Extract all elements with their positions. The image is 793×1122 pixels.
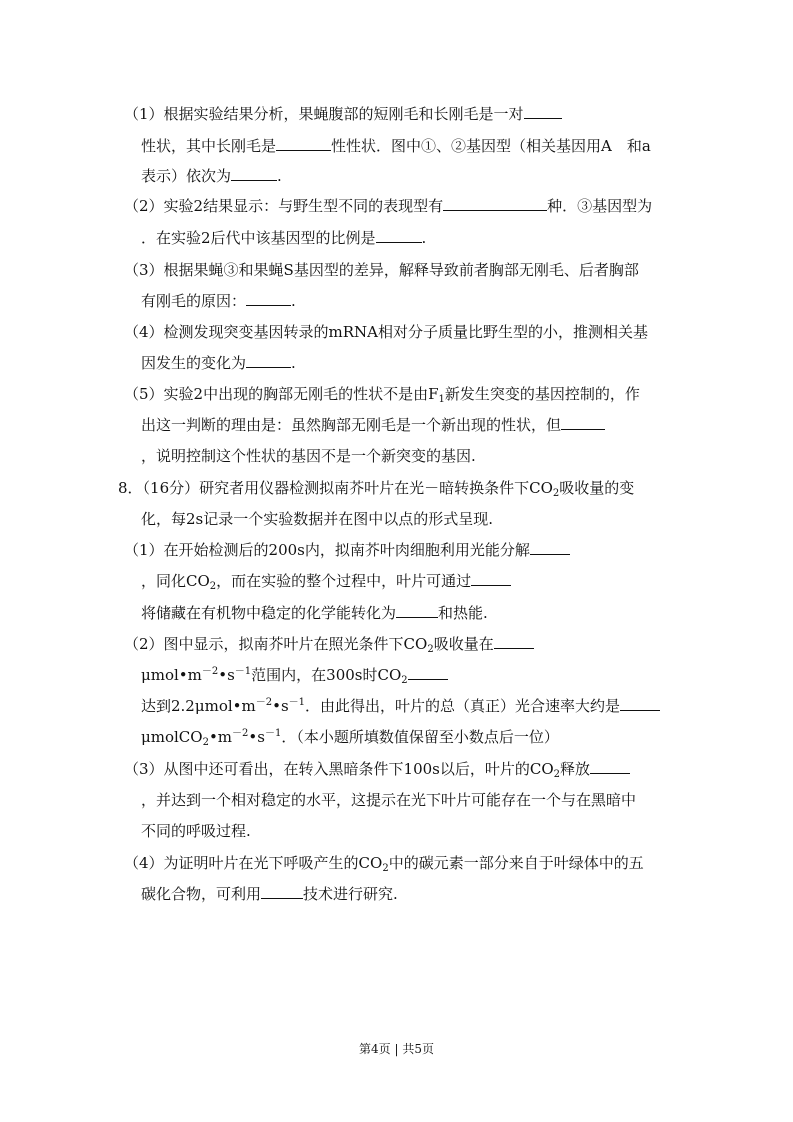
text: （3）从图中还可看出，在转入黑暗条件下100s以后，叶片的CO: [124, 760, 554, 778]
answer-blank[interactable]: [408, 665, 448, 680]
q8-p1-line1: [124, 540, 570, 560]
q8-p1-line2: [141, 571, 511, 591]
text: （2）实验2结果显示：与野生型不同的表现型有: [124, 197, 444, 215]
text: 技术进行研究.: [303, 885, 398, 903]
q7-p4-line2: [141, 353, 296, 373]
answer-blank[interactable]: [261, 884, 303, 899]
text: .: [291, 292, 296, 310]
text: μmol•m: [141, 666, 202, 684]
text: 达到2.2μmol•m: [141, 697, 256, 715]
text: 新发生突变的基因控制的，作: [444, 385, 640, 403]
subscript: 2: [209, 581, 217, 592]
q8-p2-line2: [141, 665, 448, 685]
text: ．（本小题所填数值保留至小数点后一位）: [281, 728, 559, 746]
text: 出这一判断的理由是：虽然胸部无刚毛是一个新出现的性状，但: [141, 416, 562, 434]
text: ，同化CO: [141, 572, 210, 590]
subscript: 2: [553, 769, 561, 780]
q8-stem-line2: [141, 509, 493, 529]
answer-blank[interactable]: [443, 196, 547, 211]
superscript: －2: [232, 728, 249, 739]
superscript: －1: [288, 697, 306, 708]
text: 将储藏在有机物中稳定的化学能转化为: [141, 604, 397, 622]
q8-p3-line2: [141, 790, 636, 810]
text: （4）检测发现突变基因转录的mRNA相对分子质量比野生型的小，推测相关基: [124, 323, 649, 341]
q7-p3-line1: [124, 260, 639, 280]
q7-p1-line3: [141, 166, 282, 186]
subscript: 2: [552, 488, 560, 499]
text: μmolCO: [141, 728, 203, 746]
q8-p4-line1: [124, 853, 644, 873]
subscript: 2: [427, 644, 434, 655]
superscript: －1: [264, 728, 282, 739]
page-footer: 第4页 | 共5页: [359, 1042, 434, 1056]
answer-blank[interactable]: [530, 540, 570, 555]
q7-p5-line1: [124, 384, 640, 404]
q8-p4-line2: [141, 884, 398, 904]
text: 吸收量在: [433, 635, 494, 653]
text: .: [421, 229, 427, 247]
q7-p2-line1: [124, 196, 652, 216]
q8-p3-line3: [141, 821, 251, 841]
answer-blank[interactable]: [561, 415, 605, 430]
subscript: 1: [438, 394, 445, 405]
text: ．在实验2后代中该基因型的比例是: [141, 229, 376, 247]
q8-p2-line1: [124, 634, 534, 654]
text: 中的碳元素一部分来自于叶绿体中的五: [388, 854, 644, 872]
answer-blank[interactable]: [246, 353, 291, 368]
text: ，说明控制这个性状的基因不是一个新突变的基因.: [141, 447, 476, 465]
q8-p2-line4: [141, 727, 559, 747]
text: •s: [218, 666, 235, 684]
text: 化，每2s记录一个实验数据并在图中以点的形式呈现.: [141, 510, 494, 528]
text: 有刚毛的原因：: [141, 292, 247, 310]
text: .: [291, 354, 296, 372]
text: 8．（16分）研究者用仪器检测拟南芥叶片在光－暗转换条件下CO: [118, 479, 553, 497]
q7-p3-line2: [141, 291, 296, 311]
superscript: －1: [234, 666, 252, 677]
text: 吸收量的变: [559, 479, 635, 497]
text: （5）实验2中出现的胸部无刚毛的性状不是由F: [124, 385, 439, 403]
text: •m: [208, 728, 233, 746]
text: .: [277, 167, 282, 185]
q8-p3-line1: [124, 759, 630, 779]
text: 碳化合物，可利用: [141, 885, 262, 903]
subscript: 2: [202, 737, 209, 748]
q7-p1-line1: [124, 104, 562, 124]
text: 释放: [560, 760, 591, 778]
text: （1）根据实验结果分析，果蝇腹部的短刚毛和长刚毛是一对: [124, 105, 524, 123]
text: 性性状．图中①、②基因型（相关基因用A 和a: [331, 137, 651, 155]
q7-p5-line2: [141, 415, 605, 435]
answer-blank[interactable]: [620, 696, 660, 711]
text: （1）在开始检测后的200s内，拟南芥叶肉细胞利用光能分解: [124, 541, 530, 559]
q7-p1-line2: [141, 136, 651, 156]
text: （4）为证明叶片在光下呼吸产生的CO: [124, 854, 383, 872]
text: ，并达到一个相对稳定的水平，这提示在光下叶片可能存在一个与在黑暗中: [141, 791, 637, 809]
text: 和热能.: [438, 604, 488, 622]
answer-blank[interactable]: [524, 104, 562, 119]
answer-blank[interactable]: [246, 291, 291, 306]
q7-p5-line3: [141, 446, 476, 466]
answer-blank[interactable]: [590, 759, 630, 774]
text: ，而在实验的整个过程中，叶片可通过: [216, 572, 472, 590]
q7-p2-line2: [141, 228, 426, 248]
answer-blank[interactable]: [396, 603, 438, 618]
q8-p2-line3: [141, 696, 660, 716]
q8-p1-line3: [141, 603, 488, 623]
text: 不同的呼吸过程.: [141, 822, 251, 840]
text: •s: [272, 697, 289, 715]
answer-blank[interactable]: [494, 634, 534, 649]
answer-blank[interactable]: [276, 136, 331, 151]
q8-stem-line1: [118, 478, 634, 498]
answer-blank[interactable]: [376, 228, 422, 243]
text: 种．③基因型为: [547, 197, 653, 215]
text: 表示）依次为: [141, 167, 232, 185]
text: （2）图中显示，拟南芥叶片在照光条件下CO: [124, 635, 428, 653]
text: 范围内，在300s时CO: [251, 666, 402, 684]
q7-p4-line1: [124, 322, 648, 342]
text: 因发生的变化为: [141, 354, 247, 372]
text: •s: [248, 728, 265, 746]
superscript: －2: [255, 697, 273, 708]
text: （3）根据果蝇③和果蝇S基因型的差异，解释导致前者胸部无刚毛、后者胸部: [124, 261, 639, 279]
text: 性状，其中长刚毛是: [141, 137, 277, 155]
answer-blank[interactable]: [471, 571, 511, 586]
subscript: 2: [382, 863, 389, 874]
text: ．由此得出，叶片的总（真正）光合速率大约是: [305, 697, 621, 715]
answer-blank[interactable]: [231, 166, 277, 181]
superscript: －2: [201, 666, 219, 677]
subscript: 2: [401, 675, 408, 686]
